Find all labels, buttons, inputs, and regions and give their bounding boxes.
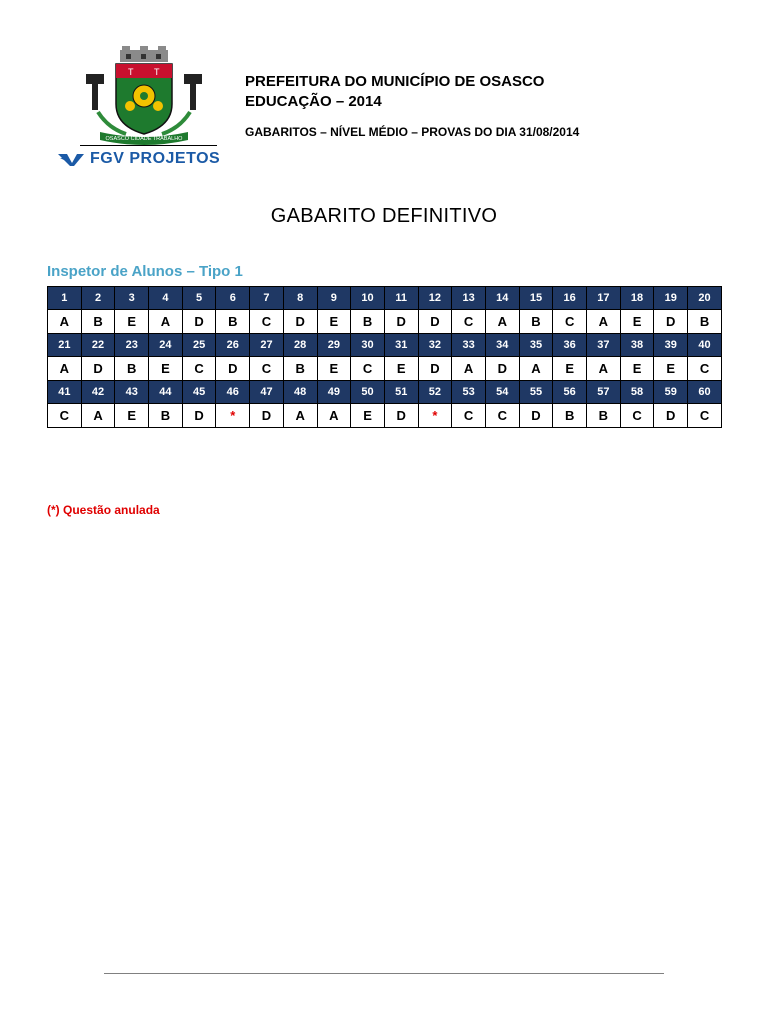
- fgv-projetos-logo: [58, 149, 220, 169]
- answer-cell: A: [519, 357, 553, 381]
- answer-row: [48, 404, 722, 428]
- question-number: 20: [688, 287, 722, 310]
- question-number: 13: [452, 287, 486, 310]
- question-number: 23: [115, 334, 149, 357]
- answer-cell: A: [587, 310, 621, 334]
- answer-cell: C: [351, 357, 385, 381]
- answer-cell: D: [418, 310, 452, 334]
- question-number: 35: [519, 334, 553, 357]
- question-number: 48: [283, 381, 317, 404]
- question-number: 7: [250, 287, 284, 310]
- answer-cell: D: [485, 357, 519, 381]
- answer-cell: B: [587, 404, 621, 428]
- document-header: [245, 72, 579, 139]
- answer-cell: E: [351, 404, 385, 428]
- answer-cell: A: [48, 357, 82, 381]
- answer-cell: B: [553, 404, 587, 428]
- svg-text:T: T: [154, 67, 160, 77]
- answer-cell: E: [317, 357, 351, 381]
- answer-cell: E: [115, 310, 149, 334]
- question-number: 17: [587, 287, 621, 310]
- answer-cell: D: [182, 310, 216, 334]
- answer-cell: C: [688, 357, 722, 381]
- answer-cell: C: [620, 404, 654, 428]
- question-number: 27: [250, 334, 284, 357]
- question-number: 11: [384, 287, 418, 310]
- annulled-note-marker: (*): [47, 503, 60, 517]
- question-number: 39: [654, 334, 688, 357]
- answer-row: [48, 357, 722, 381]
- question-number: 56: [553, 381, 587, 404]
- question-number: 33: [452, 334, 486, 357]
- question-number: 2: [81, 287, 115, 310]
- annulled-note-text: Questão anulada: [63, 503, 160, 517]
- question-number: 47: [250, 381, 284, 404]
- answer-cell: A: [149, 310, 183, 334]
- answer-cell: E: [654, 357, 688, 381]
- question-number: 26: [216, 334, 250, 357]
- question-number: 41: [48, 381, 82, 404]
- annulled-answer: *: [216, 404, 250, 428]
- answer-cell: B: [351, 310, 385, 334]
- answer-cell: A: [48, 310, 82, 334]
- question-number: 59: [654, 381, 688, 404]
- answer-cell: E: [553, 357, 587, 381]
- answer-cell: B: [149, 404, 183, 428]
- answer-cell: D: [182, 404, 216, 428]
- question-number: 3: [115, 287, 149, 310]
- crest-divider: [80, 145, 217, 146]
- question-number: 24: [149, 334, 183, 357]
- question-number: 43: [115, 381, 149, 404]
- question-number: 21: [48, 334, 82, 357]
- question-number: 58: [620, 381, 654, 404]
- question-number: 15: [519, 287, 553, 310]
- answer-cell: E: [620, 357, 654, 381]
- question-number: 28: [283, 334, 317, 357]
- question-number: 25: [182, 334, 216, 357]
- answer-cell: C: [250, 310, 284, 334]
- question-number: 5: [182, 287, 216, 310]
- question-number: 40: [688, 334, 722, 357]
- answer-cell: C: [250, 357, 284, 381]
- question-number: 8: [283, 287, 317, 310]
- question-number-row: [48, 334, 722, 357]
- question-number: 19: [654, 287, 688, 310]
- answer-cell: B: [688, 310, 722, 334]
- question-number: 34: [485, 334, 519, 357]
- answer-cell: E: [620, 310, 654, 334]
- answer-cell: C: [452, 404, 486, 428]
- question-number: 54: [485, 381, 519, 404]
- answer-cell: D: [384, 404, 418, 428]
- answer-cell: A: [485, 310, 519, 334]
- answer-cell: A: [587, 357, 621, 381]
- question-number-row: [48, 287, 722, 310]
- question-number-row: [48, 381, 722, 404]
- fgv-logo-text: FGV PROJETOS: [90, 150, 221, 167]
- question-number: 10: [351, 287, 385, 310]
- answer-cell: C: [182, 357, 216, 381]
- answer-cell: B: [81, 310, 115, 334]
- answer-cell: B: [283, 357, 317, 381]
- annulled-note: [47, 503, 160, 517]
- question-number: 1: [48, 287, 82, 310]
- question-number: 57: [587, 381, 621, 404]
- question-number: 30: [351, 334, 385, 357]
- question-number: 44: [149, 381, 183, 404]
- question-number: 31: [384, 334, 418, 357]
- question-number: 18: [620, 287, 654, 310]
- question-number: 42: [81, 381, 115, 404]
- answer-cell: C: [553, 310, 587, 334]
- question-number: 22: [81, 334, 115, 357]
- answer-cell: D: [283, 310, 317, 334]
- answer-cell: D: [418, 357, 452, 381]
- question-number: 49: [317, 381, 351, 404]
- question-number: 46: [216, 381, 250, 404]
- answer-cell: D: [384, 310, 418, 334]
- answer-cell: A: [452, 357, 486, 381]
- question-number: 37: [587, 334, 621, 357]
- section-title: Inspetor de Alunos – Tipo 1: [47, 263, 243, 280]
- answer-cell: D: [250, 404, 284, 428]
- question-number: 53: [452, 381, 486, 404]
- question-number: 60: [688, 381, 722, 404]
- answer-row: [48, 310, 722, 334]
- question-number: 9: [317, 287, 351, 310]
- question-number: 29: [317, 334, 351, 357]
- question-number: 50: [351, 381, 385, 404]
- answer-cell: E: [115, 404, 149, 428]
- question-number: 6: [216, 287, 250, 310]
- fgv-mark-icon: [58, 152, 84, 166]
- answer-cell: B: [519, 310, 553, 334]
- answer-cell: A: [283, 404, 317, 428]
- osasco-crest-logo: [78, 44, 218, 150]
- answer-cell: D: [216, 357, 250, 381]
- footer-divider: [104, 973, 664, 974]
- question-number: 52: [418, 381, 452, 404]
- header-education: EDUCAÇÃO – 2014: [245, 93, 382, 110]
- answer-cell: A: [317, 404, 351, 428]
- answer-key-table: [47, 286, 722, 428]
- answer-cell: C: [48, 404, 82, 428]
- question-number: 32: [418, 334, 452, 357]
- question-number: 38: [620, 334, 654, 357]
- answer-cell: D: [654, 404, 688, 428]
- crest-motto: OSASCO CIDADE TRABALHO: [105, 136, 183, 142]
- question-number: 55: [519, 381, 553, 404]
- annulled-answer: *: [418, 404, 452, 428]
- question-number: 45: [182, 381, 216, 404]
- answer-cell: D: [654, 310, 688, 334]
- answer-cell: D: [81, 357, 115, 381]
- answer-cell: D: [519, 404, 553, 428]
- question-number: 51: [384, 381, 418, 404]
- document-title: GABARITO DEFINITIVO: [270, 205, 498, 227]
- answer-cell: B: [115, 357, 149, 381]
- question-number: 36: [553, 334, 587, 357]
- question-number: 14: [485, 287, 519, 310]
- answer-cell: A: [81, 404, 115, 428]
- header-municipality: PREFEITURA DO MUNICÍPIO DE OSASCO: [245, 73, 545, 90]
- answer-cell: C: [688, 404, 722, 428]
- answer-cell: E: [317, 310, 351, 334]
- answer-cell: B: [216, 310, 250, 334]
- answer-cell: E: [149, 357, 183, 381]
- header-exam-info: GABARITOS – NÍVEL MÉDIO – PROVAS DO DIA 31/08/2014: [245, 125, 580, 139]
- question-number: 4: [149, 287, 183, 310]
- answer-cell: E: [384, 357, 418, 381]
- question-number: 12: [418, 287, 452, 310]
- svg-text:T: T: [128, 67, 134, 77]
- answer-cell: C: [485, 404, 519, 428]
- answer-cell: C: [452, 310, 486, 334]
- question-number: 16: [553, 287, 587, 310]
